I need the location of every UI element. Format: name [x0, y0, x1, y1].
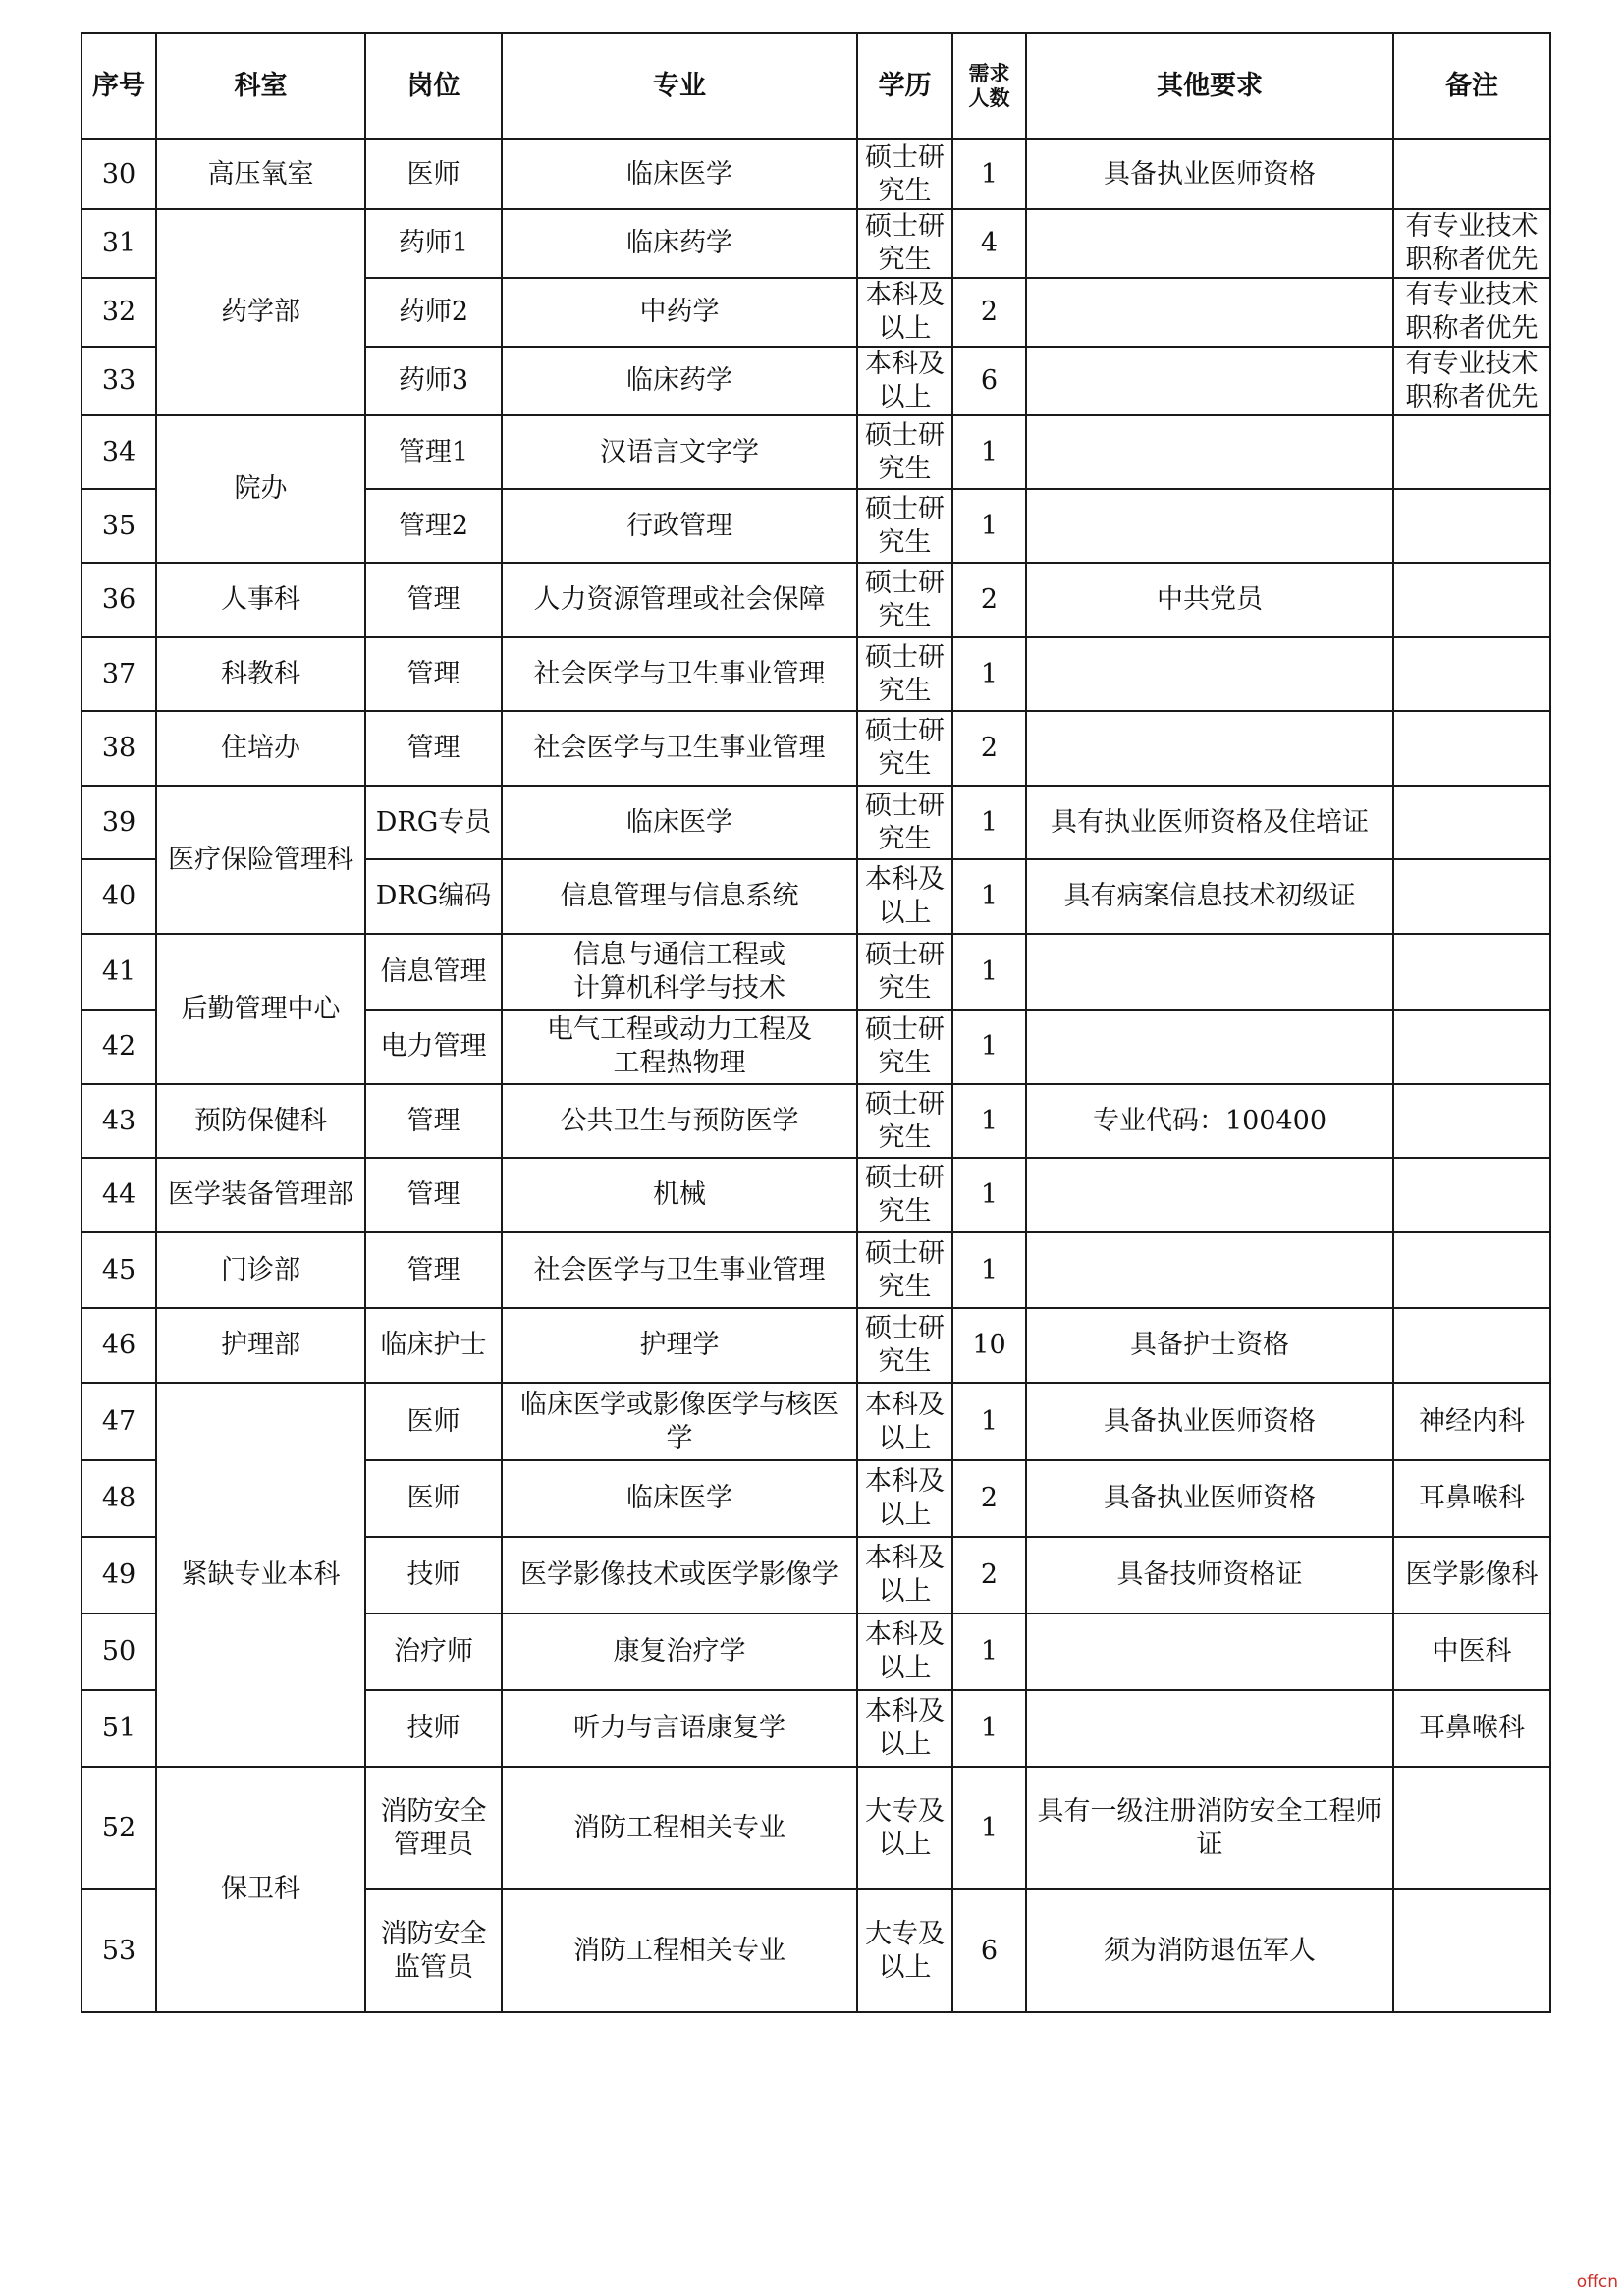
header-notes: 备注: [1393, 33, 1550, 139]
cell-education: 本科及 以上: [857, 278, 952, 347]
cell-position: 管理: [365, 1158, 502, 1232]
header-requirements: 其他要求: [1026, 33, 1393, 139]
cell-education: 硕士研 究生: [857, 637, 952, 711]
cell-education: 硕士研 究生: [857, 415, 952, 489]
cell-education: 硕士研 究生: [857, 209, 952, 278]
cell-major: 机械: [502, 1158, 857, 1232]
cell-notes: 中医科: [1393, 1613, 1550, 1690]
cell-major: 社会医学与卫生事业管理: [502, 637, 857, 711]
cell-requirements: 具有一级注册消防安全工程师 证: [1026, 1767, 1393, 1889]
cell-no: 47: [81, 1383, 156, 1460]
cell-requirements: [1026, 1158, 1393, 1232]
cell-position: 管理: [365, 1232, 502, 1308]
watermark-text: offcn: [1576, 2272, 1618, 2292]
cell-education: 硕士研 究生: [857, 786, 952, 859]
cell-count: 1: [952, 1767, 1026, 1889]
cell-count: 1: [952, 859, 1026, 934]
cell-requirements: 专业代码：100400: [1026, 1084, 1393, 1158]
cell-count: 1: [952, 415, 1026, 489]
cell-no: 48: [81, 1460, 156, 1537]
cell-position: 药师3: [365, 347, 502, 415]
cell-position: 消防安全 监管员: [365, 1889, 502, 2012]
cell-count: 4: [952, 209, 1026, 278]
cell-no: 43: [81, 1084, 156, 1158]
cell-major: 护理学: [502, 1308, 857, 1383]
cell-count: 1: [952, 489, 1026, 563]
cell-notes: [1393, 637, 1550, 711]
table-row: [81, 1767, 1550, 1889]
cell-no: 37: [81, 637, 156, 711]
cell-count: 2: [952, 1537, 1026, 1613]
cell-major: 社会医学与卫生事业管理: [502, 711, 857, 786]
cell-notes: [1393, 1158, 1550, 1232]
cell-major: 信息管理与信息系统: [502, 859, 857, 934]
cell-position: 管理1: [365, 415, 502, 489]
cell-education: 大专及 以上: [857, 1889, 952, 2012]
cell-count: 1: [952, 1613, 1026, 1690]
header-major: 专业: [502, 33, 857, 139]
header-no: 序号: [81, 33, 156, 139]
cell-education: 硕士研 究生: [857, 934, 952, 1010]
cell-no: 36: [81, 563, 156, 637]
cell-notes: [1393, 415, 1550, 489]
cell-requirements: 具备执业医师资格: [1026, 139, 1393, 209]
cell-notes: [1393, 1308, 1550, 1383]
cell-requirements: [1026, 278, 1393, 347]
cell-position: 技师: [365, 1537, 502, 1613]
cell-count: 1: [952, 1383, 1026, 1460]
header-count: 需求 人数: [952, 33, 1026, 139]
header-position: 岗位: [365, 33, 502, 139]
cell-no: 38: [81, 711, 156, 786]
cell-no: 50: [81, 1613, 156, 1690]
cell-position: 医师: [365, 1383, 502, 1460]
cell-no: 45: [81, 1232, 156, 1308]
cell-dept: 门诊部: [156, 1232, 365, 1308]
table-row: [81, 415, 1550, 489]
cell-position: 医师: [365, 139, 502, 209]
cell-position: 治疗师: [365, 1613, 502, 1690]
cell-major: 医学影像技术或医学影像学: [502, 1537, 857, 1613]
cell-count: 1: [952, 1084, 1026, 1158]
cell-count: 2: [952, 278, 1026, 347]
cell-notes: 医学影像科: [1393, 1537, 1550, 1613]
cell-dept: 高压氧室: [156, 139, 365, 209]
cell-position: 管理: [365, 563, 502, 637]
cell-dept: 院办: [156, 415, 365, 563]
cell-no: 31: [81, 209, 156, 278]
table-row: [81, 563, 1550, 637]
cell-dept: 预防保健科: [156, 1084, 365, 1158]
cell-count: 2: [952, 563, 1026, 637]
cell-major: 行政管理: [502, 489, 857, 563]
cell-requirements: [1026, 415, 1393, 489]
cell-education: 硕士研 究生: [857, 1010, 952, 1084]
cell-position: 药师1: [365, 209, 502, 278]
table-row: [81, 711, 1550, 786]
cell-position: 管理: [365, 1084, 502, 1158]
cell-education: 硕士研 究生: [857, 563, 952, 637]
cell-notes: [1393, 1084, 1550, 1158]
cell-education: 硕士研 究生: [857, 489, 952, 563]
header-dept: 科室: [156, 33, 365, 139]
cell-notes: 耳鼻喉科: [1393, 1460, 1550, 1537]
cell-major: 汉语言文字学: [502, 415, 857, 489]
cell-major: 人力资源管理或社会保障: [502, 563, 857, 637]
cell-requirements: 中共党员: [1026, 563, 1393, 637]
cell-major: 临床医学: [502, 139, 857, 209]
cell-no: 39: [81, 786, 156, 859]
cell-education: 本科及 以上: [857, 1613, 952, 1690]
cell-major: 临床药学: [502, 209, 857, 278]
cell-dept: 药学部: [156, 209, 365, 415]
cell-count: 1: [952, 1232, 1026, 1308]
cell-requirements: [1026, 1613, 1393, 1690]
cell-position: DRG专员: [365, 786, 502, 859]
cell-education: 硕士研 究生: [857, 1158, 952, 1232]
table-row: [81, 1232, 1550, 1308]
cell-notes: 有专业技术 职称者优先: [1393, 347, 1550, 415]
cell-dept: 人事科: [156, 563, 365, 637]
cell-major: 消防工程相关专业: [502, 1767, 857, 1889]
cell-count: 2: [952, 711, 1026, 786]
cell-position: 管理: [365, 711, 502, 786]
cell-notes: [1393, 934, 1550, 1010]
cell-notes: [1393, 1767, 1550, 1889]
cell-major: 听力与言语康复学: [502, 1690, 857, 1767]
cell-requirements: 须为消防退伍军人: [1026, 1889, 1393, 2012]
cell-no: 33: [81, 347, 156, 415]
cell-major: 临床医学: [502, 1460, 857, 1537]
cell-notes: 有专业技术 职称者优先: [1393, 278, 1550, 347]
cell-position: 消防安全 管理员: [365, 1767, 502, 1889]
cell-no: 44: [81, 1158, 156, 1232]
cell-requirements: 具备执业医师资格: [1026, 1460, 1393, 1537]
cell-dept: 护理部: [156, 1308, 365, 1383]
cell-no: 42: [81, 1010, 156, 1084]
cell-position: 技师: [365, 1690, 502, 1767]
cell-count: 10: [952, 1308, 1026, 1383]
cell-requirements: [1026, 209, 1393, 278]
cell-no: 35: [81, 489, 156, 563]
cell-dept: 保卫科: [156, 1767, 365, 2012]
cell-major: 临床医学或影像医学与核医 学: [502, 1383, 857, 1460]
cell-notes: [1393, 139, 1550, 209]
cell-education: 本科及 以上: [857, 1690, 952, 1767]
cell-position: DRG编码: [365, 859, 502, 934]
cell-major: 消防工程相关专业: [502, 1889, 857, 2012]
cell-requirements: [1026, 711, 1393, 786]
cell-requirements: [1026, 1010, 1393, 1084]
cell-major: 电气工程或动力工程及 工程热物理: [502, 1010, 857, 1084]
cell-count: 1: [952, 934, 1026, 1010]
cell-position: 临床护士: [365, 1308, 502, 1383]
cell-no: 53: [81, 1889, 156, 2012]
cell-education: 本科及 以上: [857, 1460, 952, 1537]
cell-notes: [1393, 786, 1550, 859]
cell-dept: 住培办: [156, 711, 365, 786]
cell-education: 本科及 以上: [857, 1383, 952, 1460]
cell-count: 2: [952, 1460, 1026, 1537]
cell-notes: [1393, 1889, 1550, 2012]
table-row: [81, 1084, 1550, 1158]
cell-notes: [1393, 563, 1550, 637]
cell-position: 管理2: [365, 489, 502, 563]
cell-major: 社会医学与卫生事业管理: [502, 1232, 857, 1308]
cell-major: 临床医学: [502, 786, 857, 859]
cell-education: 硕士研 究生: [857, 139, 952, 209]
cell-count: 6: [952, 1889, 1026, 2012]
cell-requirements: [1026, 1232, 1393, 1308]
cell-count: 1: [952, 1690, 1026, 1767]
cell-count: 1: [952, 786, 1026, 859]
cell-education: 硕士研 究生: [857, 1308, 952, 1383]
cell-education: 本科及 以上: [857, 859, 952, 934]
cell-no: 40: [81, 859, 156, 934]
cell-dept: 科教科: [156, 637, 365, 711]
cell-major: 信息与通信工程或 计算机科学与技术: [502, 934, 857, 1010]
table-row: [81, 1158, 1550, 1232]
cell-education: 本科及 以上: [857, 1537, 952, 1613]
cell-major: 公共卫生与预防医学: [502, 1084, 857, 1158]
cell-position: 管理: [365, 637, 502, 711]
cell-position: 信息管理: [365, 934, 502, 1010]
cell-dept: 紧缺专业本科: [156, 1383, 365, 1767]
cell-dept: 后勤管理中心: [156, 934, 365, 1084]
cell-requirements: 具备技师资格证: [1026, 1537, 1393, 1613]
cell-education: 本科及 以上: [857, 347, 952, 415]
recruitment-table: [81, 32, 1551, 2013]
cell-notes: [1393, 711, 1550, 786]
cell-count: 6: [952, 347, 1026, 415]
cell-requirements: [1026, 347, 1393, 415]
cell-education: 大专及 以上: [857, 1767, 952, 1889]
cell-count: 1: [952, 1158, 1026, 1232]
cell-count: 1: [952, 139, 1026, 209]
cell-major: 临床药学: [502, 347, 857, 415]
table-row: [81, 139, 1550, 209]
cell-requirements: 具备执业医师资格: [1026, 1383, 1393, 1460]
cell-notes: [1393, 859, 1550, 934]
cell-position: 医师: [365, 1460, 502, 1537]
cell-notes: [1393, 1010, 1550, 1084]
cell-requirements: 具备护士资格: [1026, 1308, 1393, 1383]
cell-requirements: 具有病案信息技术初级证: [1026, 859, 1393, 934]
cell-no: 34: [81, 415, 156, 489]
cell-major: 康复治疗学: [502, 1613, 857, 1690]
cell-count: 1: [952, 1010, 1026, 1084]
cell-no: 51: [81, 1690, 156, 1767]
cell-dept: 医学装备管理部: [156, 1158, 365, 1232]
table-row: [81, 209, 1550, 278]
cell-education: 硕士研 究生: [857, 1084, 952, 1158]
cell-education: 硕士研 究生: [857, 711, 952, 786]
cell-notes: [1393, 1232, 1550, 1308]
cell-no: 49: [81, 1537, 156, 1613]
table-row: [81, 934, 1550, 1010]
cell-requirements: [1026, 637, 1393, 711]
cell-requirements: 具有执业医师资格及住培证: [1026, 786, 1393, 859]
table-row: [81, 1383, 1550, 1460]
header-row: [81, 33, 1550, 139]
cell-notes: 有专业技术 职称者优先: [1393, 209, 1550, 278]
cell-count: 1: [952, 637, 1026, 711]
table-row: [81, 637, 1550, 711]
cell-requirements: [1026, 934, 1393, 1010]
cell-education: 硕士研 究生: [857, 1232, 952, 1308]
cell-notes: 耳鼻喉科: [1393, 1690, 1550, 1767]
table-row: [81, 786, 1550, 859]
table-row: [81, 1308, 1550, 1383]
cell-no: 30: [81, 139, 156, 209]
cell-no: 52: [81, 1767, 156, 1889]
cell-requirements: [1026, 1690, 1393, 1767]
cell-requirements: [1026, 489, 1393, 563]
cell-notes: [1393, 489, 1550, 563]
cell-dept: 医疗保险管理科: [156, 786, 365, 934]
header-education: 学历: [857, 33, 952, 139]
cell-major: 中药学: [502, 278, 857, 347]
cell-position: 药师2: [365, 278, 502, 347]
cell-notes: 神经内科: [1393, 1383, 1550, 1460]
cell-no: 32: [81, 278, 156, 347]
cell-position: 电力管理: [365, 1010, 502, 1084]
cell-no: 46: [81, 1308, 156, 1383]
cell-no: 41: [81, 934, 156, 1010]
